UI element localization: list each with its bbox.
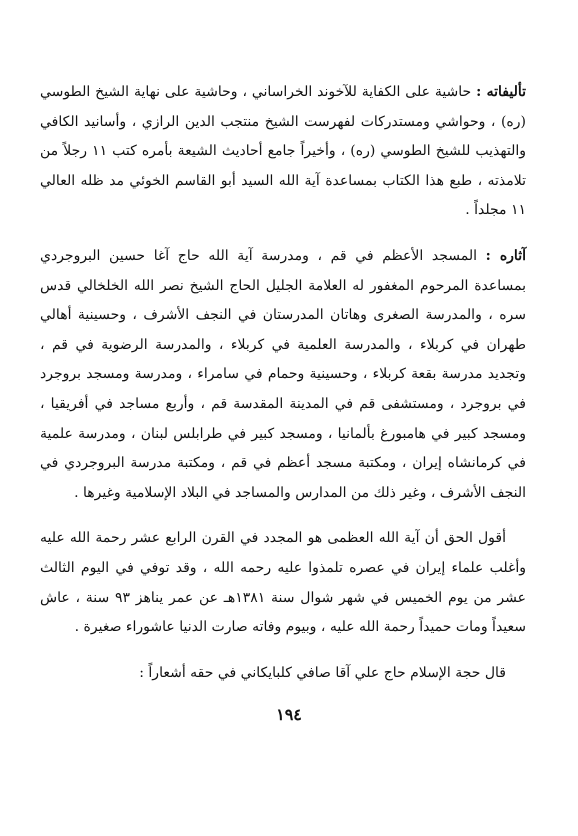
paragraph-text: أقول الحق أن آية الله العظمى هو المجدد في القرن الرابع عشر رحمة الله عليه وأغلب علماء إيران في عصره تلمذوا عليه رحمه الله ، وقد توفي في اليوم الثالث عشر من يوم الخميس في شهر شوال سنة ١٣٨١هـ عن عمر يناهز ٩٣ سنة ، عاش سعيداً ومات حميداً رحمة الله عليه ، وبيوم وفاته صارت الدنيا عاشوراء صغيرة . [40, 530, 526, 636]
paragraph-text: المسجد الأعظم في قم ، ومدرسة آية الله حاج آغا حسين البروجردي بمساعدة المرحوم المغفور له العلامة الجليل الحاج الشيخ نصر الله الخلخالي قدس سره ، والمدرسة الصغرى وهاتان المدرستان في النجف الأشرف ، وحسينية أهالي طهران في كربلاء ، والمدرسة العلمية في كربلاء ، والمدرسة الرضوية في قم ، وتجديد مدرسة بقعة كربلاء ، وحسينية وحمام في سامراء ، ومدرسة ومسجد بروجرد في بروجرد ، ومستشفى قم في المدينة المقدسة قم ، وأربع مساجد في أفريقيا ، ومسجد كبير في هامبورغ بألمانيا ، ومسجد كبير في طرابلس لبنان ، ومدرسة علمية في كرمانشاه إيران ، ومكتبة مسجد أعظم في قم ، ومكتبة مدرسة البروجردي في النجف الأشرف ، وغير ذلك من المدارس والمساجد في البلاد الإسلامية وغيرها . [40, 247, 526, 501]
page-number: ١٩٤ [276, 705, 302, 724]
paragraph-tribute [40, 524, 526, 642]
paragraph-text: حاشية على الكفاية للآخوند الخراساني ، وحاشية على نهاية الشيخ الطوسي (ره) ، وحواشي ومستدركات لفهرست الشيخ منتجب الدين الرازي ، وأسانيد الكافي والتهذيب للشيخ الطوسي (ره) ، وأخيراً جامع أحاديث الشيعة بأمره كتب ١١ رجلاً من تلامذته ، طبع هذا الكتاب بمساعدة آية الله السيد أبو القاسم الخوئي مد ظله العالي ١١ مجلداً . [40, 84, 526, 219]
paragraph-text: قال حجة الإسلام حاج علي آقا صافي كلبايكاني في حقه أشعاراً : [139, 664, 506, 681]
paragraph-poem-intro [40, 659, 526, 689]
paragraph-writings [40, 78, 526, 226]
section-heading-works: آثاره : [485, 247, 526, 264]
paragraph-works [40, 242, 526, 508]
section-heading-writings: تأليفاته : [476, 84, 526, 100]
page-body [40, 78, 526, 688]
